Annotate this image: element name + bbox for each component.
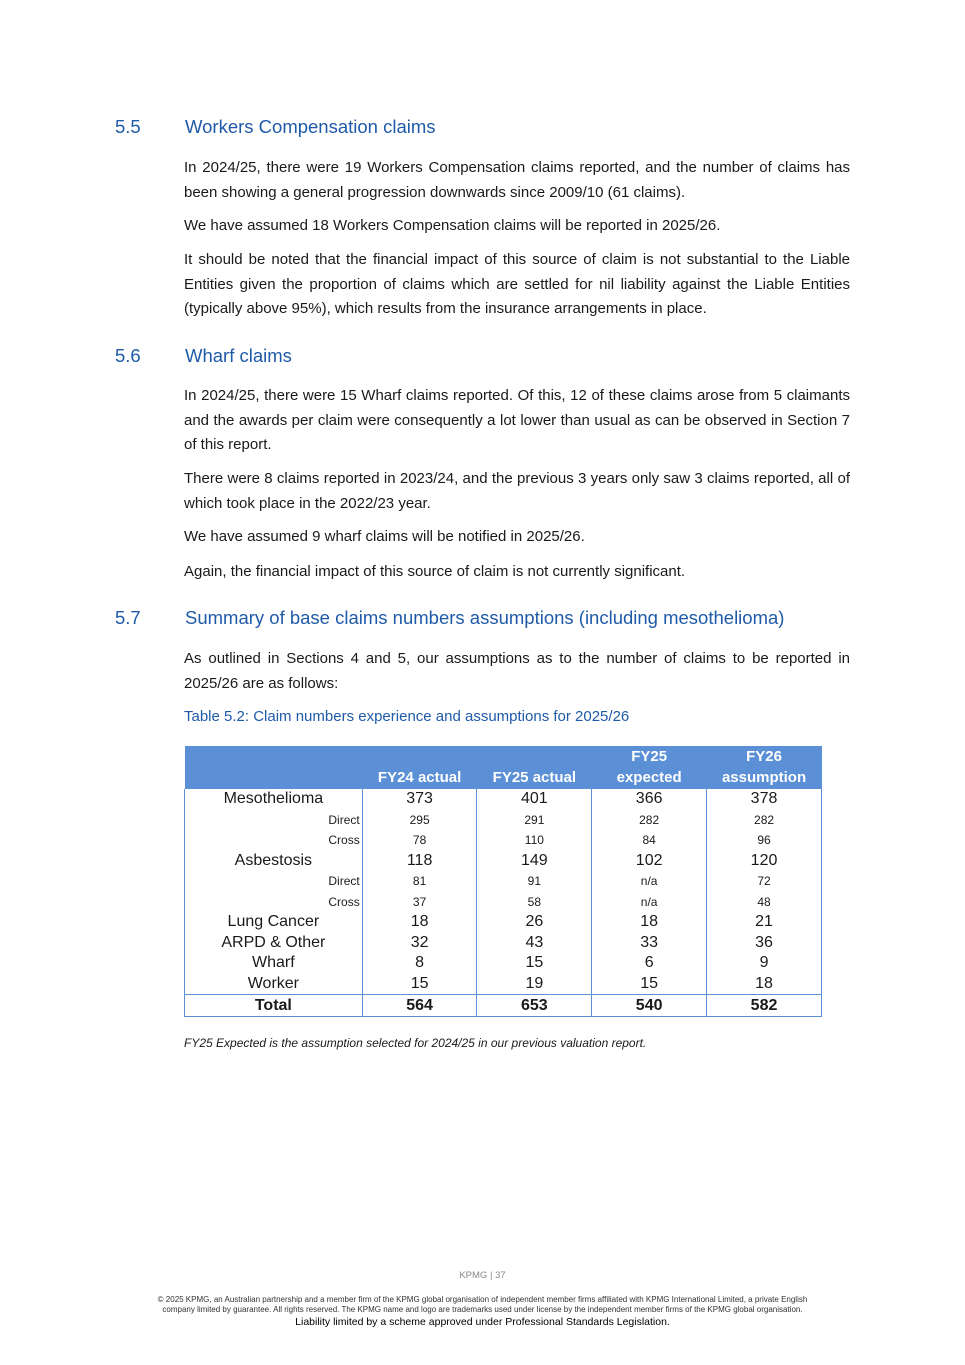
header-fy25-expected: FY25 expected	[592, 746, 707, 789]
row-label: Wharf	[252, 954, 295, 972]
cell: 32	[362, 933, 477, 954]
paragraph: In 2024/25, there were 15 Wharf claims reported. Of this, 12 of these claims arose from 5 claimants and the awards per claim were consequently a lot lower than usual as can be observed in Section 7 of this report.	[184, 387, 850, 453]
table-row	[185, 953, 822, 974]
claims-table	[184, 746, 822, 1017]
cell: n/a	[592, 892, 707, 913]
paragraph: As outlined in Sections 4 and 5, our assumptions as to the number of claims to be reported in 2025/26 are as follows:	[184, 650, 850, 692]
cell: 149	[477, 851, 592, 872]
cell: n/a	[592, 871, 707, 892]
paragraph: In 2024/25, there were 19 Workers Compensation claims reported, and the number of claims has been showing a general progression downwards since 2009/10 (61 claims).	[184, 159, 850, 201]
cell: 102	[592, 851, 707, 872]
cell: 37	[362, 892, 477, 913]
legal-notice	[0, 1295, 965, 1315]
cell: 26	[477, 912, 592, 933]
cell: 15	[362, 974, 477, 995]
cell: 81	[362, 871, 477, 892]
row-label: Direct	[328, 812, 360, 827]
page-number: KPMG | 37	[459, 1270, 506, 1281]
cell: 58	[477, 892, 592, 913]
section-5-5-heading	[115, 116, 436, 138]
cell: 110	[477, 830, 592, 851]
cell: 15	[477, 953, 592, 974]
cell: 378	[707, 789, 822, 810]
paragraph: Again, the financial impact of this source of claim is not currently significant.	[184, 563, 686, 580]
row-label: Cross	[328, 833, 360, 848]
cell: 282	[592, 810, 707, 831]
row-label: ARPD & Other	[221, 933, 326, 951]
cell: 18	[707, 974, 822, 995]
total-cell: 540	[592, 995, 707, 1017]
cell: 36	[707, 933, 822, 954]
header-fy26-assumption: FY26 assumption	[707, 746, 822, 789]
table-row	[185, 789, 822, 810]
cell: 118	[362, 851, 477, 872]
cell: 18	[362, 912, 477, 933]
table-header-row	[185, 746, 822, 789]
table-row	[185, 810, 822, 831]
cell: 43	[477, 933, 592, 954]
cell: 15	[592, 974, 707, 995]
cell: 72	[707, 871, 822, 892]
cell: 366	[592, 789, 707, 810]
legal-line: © 2025 KPMG, an Australian partnership and a member firm of the KPMG global organisation of independent member firms affiliated with KPMG International Limited, a private English	[157, 1295, 808, 1304]
paragraph: We have assumed 9 wharf claims will be notified in 2025/26.	[184, 528, 585, 545]
table-footnote: FY25 Expected is the assumption selected for 2024/25 in our previous valuation report.	[184, 1036, 647, 1050]
header-fy24-actual: FY24 actual	[362, 746, 477, 789]
table-row	[185, 912, 822, 933]
total-cell: 582	[707, 995, 822, 1017]
header-fy25-actual: FY25 actual	[477, 746, 592, 789]
cell: 96	[707, 830, 822, 851]
header-blank-cell	[185, 746, 363, 789]
paragraph: We have assumed 18 Workers Compensation claims will be reported in 2025/26.	[184, 217, 721, 234]
table-row	[185, 851, 822, 872]
section-title: Summary of base claims numbers assumptions (including mesothelioma)	[185, 607, 785, 628]
table-row	[185, 933, 822, 954]
section-5-7-heading	[115, 607, 784, 629]
section-number: 5.5	[115, 116, 141, 137]
liability-notice: Liability limited by a scheme approved under Professional Standards Legislation.	[295, 1316, 670, 1328]
cell: 19	[477, 974, 592, 995]
cell: 21	[707, 912, 822, 933]
cell: 295	[362, 810, 477, 831]
table-row	[185, 830, 822, 851]
total-cell: 564	[362, 995, 477, 1017]
cell: 91	[477, 871, 592, 892]
cell: 18	[592, 912, 707, 933]
cell: 6	[592, 953, 707, 974]
section-title: Wharf claims	[185, 345, 292, 366]
cell: 291	[477, 810, 592, 831]
row-label: Cross	[328, 894, 360, 909]
total-label: Total	[185, 995, 363, 1017]
cell: 373	[362, 789, 477, 810]
paragraph: It should be noted that the financial impact of this source of claim is not substantial to the Liable Entities given the proportion of claims which are settled for nil liability against the Liable Entities (typically above 95%), which results from the insurance arrangements in place.	[184, 251, 850, 317]
section-number: 5.6	[115, 345, 141, 366]
table-caption: Table 5.2: Claim numbers experience and assumptions for 2025/26	[184, 708, 630, 725]
total-cell: 653	[477, 995, 592, 1017]
cell: 401	[477, 789, 592, 810]
cell: 8	[362, 953, 477, 974]
table-row	[185, 892, 822, 913]
row-label: Direct	[328, 874, 360, 889]
cell: 282	[707, 810, 822, 831]
section-number: 5.7	[115, 607, 141, 628]
section-title: Workers Compensation claims	[185, 116, 436, 137]
table-total-row	[185, 995, 822, 1017]
cell: 48	[707, 892, 822, 913]
row-label: Asbestosis	[234, 851, 313, 869]
row-label: Mesothelioma	[223, 790, 324, 808]
paragraph: There were 8 claims reported in 2023/24, and the previous 3 years only saw 3 claims reported, all of which took place in the 2022/23 year.	[184, 470, 850, 512]
row-label: Worker	[247, 974, 299, 992]
legal-line: company limited by guarantee. All rights reserved. The KPMG name and logo are trademarks used under license by the independent member firms of the KPMG global organisation.	[162, 1305, 803, 1314]
table-row	[185, 871, 822, 892]
row-label: Lung Cancer	[227, 913, 320, 931]
cell: 120	[707, 851, 822, 872]
table-row	[185, 974, 822, 995]
cell: 84	[592, 830, 707, 851]
cell: 9	[707, 953, 822, 974]
cell: 78	[362, 830, 477, 851]
section-5-6-heading	[115, 345, 292, 367]
cell: 33	[592, 933, 707, 954]
